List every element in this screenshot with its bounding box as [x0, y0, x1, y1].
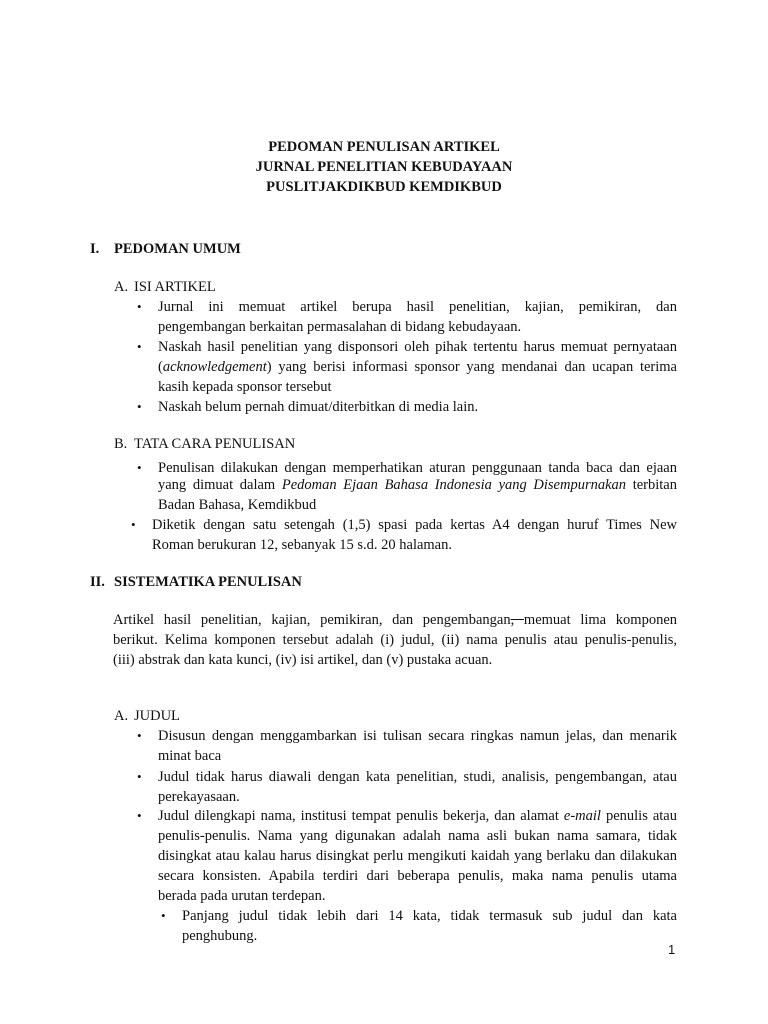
line-end: terbitan: [626, 477, 677, 493]
1a-bullet-1-line-1: Jurnal ini memuat artikel berupa hasil penelitian, kajian, pemikiran, dan: [158, 299, 677, 315]
bullet-icon: •: [137, 728, 142, 743]
title-line-2: JURNAL PENELITIAN KEBUDAYAAN: [255, 159, 513, 175]
2a-bullet-3-line-2: penulis-penulis. Nama yang digunakan adalah nama asli bukan nama samara, tidak: [158, 828, 677, 844]
bullet-icon: •: [137, 460, 142, 475]
subsection-2a-heading: JUDUL: [134, 708, 180, 724]
open-paren: (: [158, 359, 163, 375]
2a-bullet-1-line-1: Disusun dengan menggambarkan isi tulisan secara ringkas namun jelas, dan menarik: [158, 728, 677, 744]
bullet-icon: •: [131, 517, 136, 532]
2a-bullet-3-line-4: secara konsisten. Apabila terdiri dari beberapa penulis, maka nama penulis utama: [158, 868, 677, 884]
bullet-icon: •: [137, 808, 142, 823]
1a-bullet-1-line-2: pengembangan berkaitan permasalahan di bidang kebudayaan.: [158, 319, 522, 335]
line-rest: ) yang berisi informasi sponsor yang mendanai dan ucapan terima: [266, 359, 677, 375]
1a-bullet-2-line-3: kasih kepada sponsor tersebut: [158, 379, 332, 395]
section-2-numeral: II.: [90, 574, 105, 590]
2a-sub-bullet-line-1: Panjang judul tidak lebih dari 14 kata, tidak termasuk sub judul dan kata: [182, 908, 677, 924]
1b-bullet-1-line-1: Penulisan dilakukan dengan memperhatikan aturan penggunaan tanda baca dan ejaan: [158, 460, 677, 476]
2a-bullet-3-line-1: [158, 806, 677, 826]
italic-term: acknowledgement: [162, 359, 267, 375]
1b-bullet-1-line-3: Badan Bahasa, Kemdikbud: [158, 497, 317, 513]
title-line-1: PEDOMAN PENULISAN ARTIKEL: [268, 139, 500, 155]
1a-bullet-2-line-2: [158, 357, 677, 377]
subsection-1b-heading: TATA CARA PENULISAN: [134, 436, 296, 452]
section-2-heading: SISTEMATIKA PENULISAN: [114, 574, 302, 590]
section-1-heading: PEDOMAN UMUM: [114, 241, 241, 257]
struck-comma: ,: [510, 612, 524, 628]
section-1-numeral: I.: [90, 241, 100, 257]
italic-email: e-mail: [563, 808, 601, 824]
subsection-1a-heading: ISI ARTIKEL: [134, 279, 216, 295]
2a-sub-bullet-line-2: penghubung.: [182, 928, 258, 944]
1b-bullet-2-line-1: Diketik dengan satu setengah (1,5) spasi pada kertas A4 dengan huruf Times New: [152, 517, 677, 533]
bullet-icon: •: [137, 339, 142, 354]
line-start: yang dimuat dalam: [158, 477, 282, 493]
italic-title: Pedoman Ejaan Bahasa Indonesia yang Disempurnakan: [281, 477, 627, 493]
1a-bullet-2-line-1: Naskah hasil penelitian yang disponsori oleh pihak tertentu harus memuat pernyataan: [158, 339, 677, 355]
section-2-paragraph-line-3: (iii) abstrak dan kata kunci, (iv) isi artikel, dan (v) pustaka acuan.: [113, 652, 493, 668]
page-number: 1: [668, 942, 676, 957]
line-end: penulis atau: [600, 808, 677, 824]
subsection-1b-letter: B.: [114, 436, 128, 452]
title-line-3: PUSLITJAKDIKBUD KEMDIKBUD: [266, 179, 502, 195]
1b-bullet-2-line-2: Roman berukuran 12, sebanyak 15 s.d. 20 halaman.: [152, 537, 452, 553]
para-start: Artikel hasil penelitian, kajian, pemikiran, dan pengembangan: [113, 612, 511, 628]
2a-bullet-2-line-1: Judul tidak harus diawali dengan kata penelitian, studi, analisis, pengembangan, atau: [158, 769, 677, 785]
bullet-icon: •: [137, 399, 142, 414]
subsection-2a-letter: A.: [114, 708, 129, 724]
2a-bullet-1-line-2: minat baca: [158, 748, 222, 764]
subsection-1a-letter: A.: [114, 279, 129, 295]
2a-bullet-3-line-3: disingkat atau kalau harus disingkat perlu mengikuti kaidah yang berlaku dan dilakukan: [158, 848, 677, 864]
line-start: Judul dilengkapi nama, institusi tempat penulis bekerja, dan alamat: [158, 808, 564, 824]
section-2-paragraph-line-2: berikut. Kelima komponen tersebut adalah (i) judul, (ii) nama penulis atau penulis-penulis,: [113, 632, 677, 648]
1a-bullet-3-line-1: Naskah belum pernah dimuat/diterbitkan di media lain.: [158, 399, 479, 415]
1b-bullet-1-line-2: [158, 475, 677, 495]
2a-bullet-2-line-2: perekayasaan.: [158, 789, 240, 805]
bullet-icon: •: [137, 299, 142, 314]
2a-bullet-3-line-5: berada pada urutan terdepan.: [158, 888, 326, 904]
bullet-icon: •: [161, 908, 166, 923]
section-2-paragraph-line-1: [113, 610, 677, 630]
para-end: memuat lima komponen: [523, 612, 678, 628]
bullet-icon: •: [137, 769, 142, 784]
